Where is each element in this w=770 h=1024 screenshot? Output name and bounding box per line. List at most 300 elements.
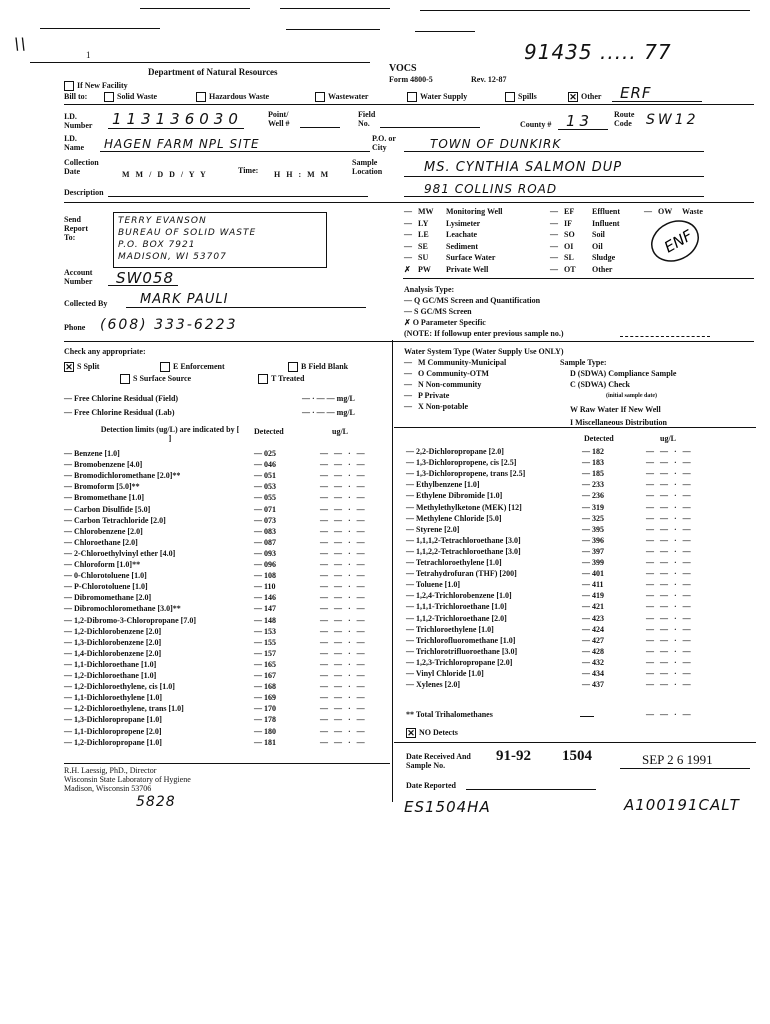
water-system-left-mark[interactable]: — — [404, 380, 412, 389]
sample-type-mark[interactable]: — — [550, 218, 558, 228]
compound-code[interactable]: — 401 — [582, 569, 604, 579]
compound-label: 1,1,2-Trichloroethane [2.0] — [416, 613, 507, 623]
received-date: SEP 2 6 1991 — [642, 752, 713, 767]
compound-code-value: 108 — [264, 571, 276, 581]
sample-type-label: Other — [592, 264, 613, 274]
chlorine-lab-value[interactable]: — · — — mg/L — [302, 408, 355, 417]
sample-type-label: Surface Water — [446, 253, 496, 262]
compound-label: Methylethylketone (MEK) [12] — [416, 502, 522, 512]
compound-value[interactable]: — — · — — [320, 671, 367, 680]
water-system-left-mark[interactable]: — — [404, 369, 412, 378]
compound-code-value: 146 — [264, 593, 276, 603]
compound-label: 1,1,1,2-Tetrachloroethane [3.0] — [416, 535, 521, 545]
compound-code[interactable]: — 423 — [582, 613, 604, 623]
compound-label: Ethylbenzene [1.0] — [416, 480, 480, 490]
description-label: Description — [64, 188, 104, 197]
phone-label: Phone — [64, 323, 86, 332]
compound-name: — Xylenes [2.0] — [406, 680, 460, 690]
collected-by-label: Collected By — [64, 299, 108, 308]
compound-value[interactable]: — — · — — [320, 693, 367, 703]
sample-type-code: MW — [418, 207, 434, 216]
compound-name: — Chloroethane [2.0] — [64, 537, 138, 547]
chlorine-lab: — Free Chlorine Residual (Lab) — [64, 408, 175, 417]
compound-code-value: 236 — [592, 491, 604, 501]
sample-type-label: Soil — [592, 230, 605, 239]
analysis-option-o[interactable]: ✗ O Parameter Specific — [404, 318, 486, 327]
compound-code-value: 169 — [264, 693, 276, 703]
compound-label: 1,3-Dichloropropane [1.0] — [74, 715, 162, 725]
compound-code[interactable]: — 181 — [254, 737, 276, 747]
sample-type-label: Waste — [682, 207, 703, 216]
no-detects[interactable]: ✕ NO Detects — [407, 728, 458, 739]
compound-code[interactable]: — 421 — [582, 602, 604, 612]
compound-name: — Dibromomethane [2.0] — [64, 593, 152, 603]
compound-name: — Dibromochloromethane [3.0]** — [64, 604, 181, 614]
compound-value[interactable]: — — · — — [320, 460, 367, 470]
compound-code-value: 183 — [592, 458, 604, 468]
compound-label: 1,1,2,2-Tetrachloroethane [3.0] — [416, 546, 521, 556]
compound-code[interactable]: — 169 — [254, 693, 276, 703]
water-system-right-option[interactable]: I Miscellaneous Distribution — [570, 418, 667, 427]
compound-code[interactable]: — 399 — [582, 558, 604, 567]
compound-code[interactable]: — 233 — [582, 480, 604, 490]
water-system-left-option: N Non-community — [418, 380, 482, 389]
compound-name: — Methylene Chloride [5.0] — [406, 513, 502, 523]
compound-code-value: 153 — [264, 626, 276, 636]
compound-code-value: 185 — [592, 469, 604, 479]
compound-code-value: 396 — [592, 535, 604, 545]
compound-name: — Tetrahydrofuran (THF) [200] — [406, 569, 517, 579]
compound-label: Dibromomethane [2.0] — [74, 593, 152, 603]
compound-name: — 1,2,3-Trichloropropane [2.0] — [406, 657, 513, 667]
compound-code[interactable]: — 180 — [254, 726, 276, 736]
compound-value[interactable]: — — · — — [320, 449, 367, 458]
compound-value[interactable]: — — · — — [320, 715, 367, 725]
compound-code-value: 325 — [592, 513, 604, 523]
compound-label: 1,2-Dichloroethylene, cis [1.0] — [74, 682, 175, 692]
compound-name: — 1,2-Dichloroethylene, trans [1.0] — [64, 704, 184, 714]
compound-name: — Methylethylketone (MEK) [12] — [406, 502, 522, 512]
sample-type-mark[interactable]: — — [550, 264, 558, 274]
compound-value[interactable]: — — · — — [646, 469, 693, 479]
compound-value[interactable]: — — · — — [320, 604, 367, 614]
compound-value[interactable]: — — · — — [320, 493, 367, 503]
compound-value[interactable]: — — · — — [320, 504, 367, 514]
po-city: TOWN OF DUNKIRK — [430, 137, 562, 151]
compound-label: 1,2-Dibromo-3-Chloropropane [7.0] — [74, 615, 196, 625]
sample-type-code: SL — [564, 253, 574, 262]
department-title: Department of Natural Resources — [148, 67, 278, 77]
compound-value[interactable]: — — · — — [320, 571, 367, 581]
county-value: 13 — [566, 112, 594, 130]
compound-code-value: 411 — [592, 580, 604, 590]
compound-label: 1,2,4-Trichlorobenzene [1.0] — [416, 591, 512, 601]
compound-label: Dibromochloromethane [3.0]** — [74, 604, 181, 614]
compound-label: Trichloroethylene [1.0] — [415, 624, 494, 634]
compound-value[interactable]: — — · — — [320, 648, 367, 658]
water-system-left-mark[interactable]: — — [404, 391, 412, 400]
compound-code-value: 428 — [592, 646, 604, 656]
compound-name: — Bromoform [5.0]** — [64, 482, 140, 492]
compound-value[interactable]: — — · — — [646, 591, 693, 601]
compound-code[interactable]: — 083 — [254, 526, 276, 536]
compound-name: — 1,2-Dichloroethane [1.0] — [64, 671, 157, 680]
compound-code[interactable]: — 046 — [254, 460, 276, 470]
ugl-header-left: ug/L — [332, 427, 349, 436]
compound-value[interactable]: — — · — — [646, 602, 693, 612]
compound-label: 1,3-Dichloropropene, cis [2.5] — [416, 458, 517, 468]
compound-label: Chlorobenzene [2.0] — [74, 526, 143, 536]
ugl-header-right: ug/L — [660, 434, 677, 443]
sample-type-mark[interactable]: — — [644, 207, 652, 216]
compound-value[interactable]: — — · — — [320, 659, 367, 669]
account-number: SW058 — [116, 269, 174, 287]
send-report-label: Send Report To: — [64, 215, 88, 242]
sample-type-code: OI — [564, 241, 574, 251]
sample-type-code: SE — [418, 241, 428, 251]
sample-type-mark[interactable]: — — [550, 207, 558, 216]
bill-other[interactable]: ✕ Other — [569, 92, 602, 103]
compound-name: — 1,2-Dichloropropane [1.0] — [64, 737, 162, 747]
director: R.H. Laessig, PhD., Director — [64, 766, 157, 775]
compound-label: Benzene [1.0] — [74, 449, 120, 458]
compound-code-value: 432 — [592, 657, 604, 667]
compound-code-value: 178 — [264, 715, 276, 725]
compound-code[interactable]: — 325 — [582, 513, 604, 523]
compound-name: — Trichloroethylene [1.0] — [406, 624, 494, 634]
compound-label: Trichlorotrifluoroethane [3.0] — [415, 646, 518, 656]
compound-name: — 1,1-Dichloroethane [1.0] — [64, 659, 157, 669]
send-report-line-4: MADISON, WI 53707 — [118, 252, 227, 262]
bill-solid-waste[interactable]: Solid Waste — [104, 92, 157, 102]
compound-value[interactable]: — — · — — [320, 560, 367, 569]
sample-type-mark[interactable]: — — [404, 230, 412, 239]
compound-value[interactable]: — — · — — [320, 515, 367, 525]
compound-code[interactable]: — 148 — [254, 615, 276, 625]
compound-code-value: 421 — [592, 602, 604, 612]
compound-value[interactable]: — — · — — [646, 524, 693, 534]
detected-header-left: Detected — [254, 427, 284, 436]
compound-value[interactable]: — — · — — [320, 704, 367, 714]
compound-code-value: 087 — [264, 537, 276, 547]
compound-label: Bromoform [5.0]** — [74, 482, 140, 492]
compound-label: 1,1-Dichloropropene [2.0] — [74, 726, 162, 736]
compound-name: — 1,4-Dichlorobenzene [2.0] — [64, 648, 162, 658]
sample-no: 91-92 — [496, 748, 531, 764]
check-enforcement[interactable]: E Enforcement — [160, 362, 225, 372]
compound-code-value: 165 — [264, 659, 276, 669]
analysis-option-q[interactable]: — Q GC/MS Screen and Quantification — [404, 296, 541, 305]
compound-value[interactable]: — — · — — [646, 546, 693, 556]
compound-label: 2-Chloroethylvinyl ether [4.0] — [74, 548, 176, 558]
compound-code[interactable]: — 093 — [254, 548, 276, 558]
sample-type-mark[interactable]: — — [550, 230, 558, 239]
compound-name: — 0-Chlorotoluene [1.0] — [64, 571, 147, 581]
lab-address: Madison, Wisconsin 53706 — [64, 784, 152, 793]
check-split[interactable]: ✕ S Split — [65, 362, 100, 373]
compound-label: Styrene [2.0] — [416, 524, 460, 534]
compound-code[interactable]: — 427 — [582, 635, 604, 645]
compound-code-value: 401 — [592, 569, 604, 579]
sample-location-label: Sample Location — [352, 158, 383, 176]
compound-value[interactable]: — — · — — [646, 480, 693, 490]
sample-type-label: Sediment — [446, 241, 478, 251]
compound-name: — 1,3-Dichloropropene, cis [2.5] — [406, 458, 517, 468]
sample-type-code: SO — [564, 230, 575, 239]
compound-value[interactable]: — — · — — [646, 491, 693, 501]
compound-code[interactable]: — 153 — [254, 626, 276, 636]
compound-name: — 2-Chloroethylvinyl ether [4.0] — [64, 548, 176, 558]
compound-code[interactable]: — 395 — [582, 524, 604, 534]
compound-code-value: 073 — [264, 515, 276, 525]
water-system-left-option: P Private — [418, 391, 450, 400]
sample-type-code: LE — [418, 230, 429, 239]
compound-name: — Trichlorotrifluoroethane [3.0] — [406, 646, 518, 656]
compound-code[interactable]: — 183 — [582, 458, 604, 468]
field-no-label: Field No. — [358, 110, 376, 128]
bill-water-supply[interactable]: Water Supply — [407, 92, 467, 102]
compound-code[interactable]: — 167 — [254, 671, 276, 680]
enf-stamp-text: ENF — [661, 226, 696, 257]
compound-label: 1,1-Dichloroethylene [1.0] — [74, 693, 163, 703]
compound-code[interactable]: — 185 — [582, 469, 604, 479]
compound-code[interactable]: — 096 — [254, 560, 276, 569]
compound-value[interactable]: — — · — — [646, 613, 693, 623]
compound-code-value: 437 — [592, 680, 604, 690]
compound-label: 1,2-Dichlorobenzene [2.0] — [74, 626, 162, 636]
water-system-right-option[interactable]: D (SDWA) Compliance Sample — [570, 369, 677, 378]
compound-code[interactable]: — 055 — [254, 493, 276, 503]
water-system-left-mark[interactable]: — — [404, 402, 412, 411]
compound-value[interactable]: — — · — — [320, 482, 367, 492]
compound-name: — Styrene [2.0] — [406, 524, 460, 534]
compound-code[interactable]: — 434 — [582, 669, 604, 678]
lab-number: 91435 ..... 77 — [524, 40, 672, 64]
compound-code-value: 170 — [264, 704, 276, 714]
sample-type-label: Oil — [592, 241, 603, 251]
water-sample-type-title: Sample Type: — [560, 358, 607, 367]
bill-other-value: ERF — [620, 84, 652, 102]
compound-value[interactable]: — — · — — [320, 471, 367, 481]
compound-code[interactable]: — 165 — [254, 659, 276, 669]
bill-wastewater[interactable]: Wastewater — [315, 92, 368, 102]
sample-type-code: SU — [418, 253, 429, 262]
compound-label: P-Chlorotoluene [1.0] — [74, 582, 148, 592]
compound-value[interactable]: — — · — — [646, 513, 693, 523]
water-system-left-option: M Community-Municipal — [418, 358, 507, 367]
compound-name: — 1,1,2,2-Tetrachloroethane [3.0] — [406, 546, 521, 556]
compound-code-value: 053 — [264, 482, 276, 492]
sample-type-label: Influent — [592, 218, 620, 228]
check-surface-source[interactable]: S Surface Source — [120, 374, 191, 384]
compound-value[interactable]: — — · — — [646, 635, 693, 645]
sample-type-mark[interactable]: — — [550, 241, 558, 251]
compound-value[interactable]: — — · — — [320, 737, 367, 747]
compound-label: Bromomethane [1.0] — [74, 493, 145, 503]
revision: Rev. 12-87 — [471, 75, 507, 84]
compound-value[interactable]: — — · — — [646, 669, 693, 678]
sample-type-label: Effluent — [592, 207, 620, 216]
compound-code-value: 167 — [264, 671, 276, 680]
compound-value[interactable]: — — · — — [320, 582, 367, 592]
compound-code[interactable]: — 108 — [254, 571, 276, 581]
bill-hazardous-waste[interactable]: Hazardous Waste — [196, 92, 269, 102]
sample-type-mark[interactable]: — — [404, 207, 412, 216]
compound-name: — Chlorobenzene [2.0] — [64, 526, 143, 536]
compound-value[interactable]: — — · — — [320, 626, 367, 636]
compound-value[interactable]: — — · — — [646, 646, 693, 656]
sample-type-label: Monitoring Well — [446, 207, 503, 216]
compound-label: Toluene [1.0] — [415, 580, 461, 590]
bill-to-label: Bill to: — [64, 92, 88, 101]
compound-value[interactable]: — — · — — [646, 569, 693, 579]
sample-type-label: Sludge — [592, 253, 616, 262]
compound-code[interactable]: — 236 — [582, 491, 604, 501]
compound-code[interactable]: — 025 — [254, 449, 276, 458]
compound-code-value: 395 — [592, 524, 604, 534]
compound-name: — 1,1,2-Trichloroethane [2.0] — [406, 613, 507, 623]
compound-name: — 1,2-Dichlorobenzene [2.0] — [64, 626, 162, 636]
compound-label: Chloroethane [2.0] — [74, 537, 138, 547]
compound-value[interactable]: — — · — — [320, 526, 367, 536]
compound-name: — 1,3-Dichloropropane [1.0] — [64, 715, 162, 725]
send-report-line-1: TERRY EVANSON — [118, 216, 207, 226]
bottom-right-mark: A100191CALT — [624, 796, 740, 814]
compound-code[interactable]: — 110 — [254, 582, 276, 592]
compound-value[interactable]: — — · — — [646, 580, 693, 590]
water-system-left-mark[interactable]: — — [404, 358, 412, 367]
compound-value[interactable]: — — · — — [320, 548, 367, 558]
compound-code[interactable]: — 087 — [254, 537, 276, 547]
compound-code[interactable]: — 432 — [582, 657, 604, 667]
collection-date-mask: M M / D D / Y Y — [122, 170, 208, 179]
sample-type-mark[interactable]: — — [404, 253, 412, 262]
compound-code-value: 093 — [264, 548, 276, 558]
compound-code[interactable]: — 053 — [254, 482, 276, 492]
compound-code[interactable]: — 073 — [254, 515, 276, 525]
compound-label: Tetrachloroethylene [1.0] — [415, 558, 502, 567]
compound-label: 1,2-Dichloropropane [1.0] — [74, 737, 162, 747]
compound-value[interactable]: — — · — — [320, 593, 367, 603]
detection-header: Detection limits (ug/L) are indicated by [ ] — [100, 425, 240, 443]
compound-code-value: 434 — [592, 669, 604, 678]
compound-label: Tetrahydrofuran (THF) [200] — [415, 569, 517, 579]
compound-code[interactable]: — 155 — [254, 637, 276, 647]
compound-code-value: 071 — [264, 504, 276, 514]
chlorine-field-value[interactable]: — · — — mg/L — [302, 394, 355, 403]
water-system-left-option: O Community-OTM — [418, 369, 489, 378]
form-number: Form 4800-5 — [389, 75, 433, 84]
compound-label: Carbon Disulfide [5.0] — [74, 504, 151, 514]
sample-type-mark[interactable]: — — [404, 218, 412, 228]
sample-type-label: Leachate — [446, 230, 478, 239]
compound-value[interactable]: — — · — — [646, 535, 693, 545]
compound-value[interactable]: — — · — — [320, 726, 367, 736]
compound-code[interactable]: — 397 — [582, 546, 604, 556]
compound-code[interactable]: — 178 — [254, 715, 276, 725]
compound-name: — Trichlorofluoromethane [1.0] — [406, 635, 516, 645]
water-system-right-option[interactable]: W Raw Water If New Well — [570, 405, 661, 414]
compound-value[interactable]: — — · — — [646, 624, 693, 634]
compound-value[interactable]: — — · — — [320, 637, 367, 647]
compound-value[interactable]: — — · — — [320, 682, 367, 692]
compound-code[interactable]: — 419 — [582, 591, 604, 601]
compound-label: Xylenes [2.0] — [416, 680, 460, 690]
sample-type-label: Lysimeter — [446, 218, 481, 228]
compound-value[interactable]: — — · — — [646, 558, 693, 567]
compound-code[interactable]: — 319 — [582, 502, 604, 512]
compound-code[interactable]: — 428 — [582, 646, 604, 656]
compound-code[interactable]: — 071 — [254, 504, 276, 514]
compound-value[interactable]: — — · — — [646, 657, 693, 667]
compound-code[interactable]: — 396 — [582, 535, 604, 545]
compound-code[interactable]: — 437 — [582, 680, 604, 690]
bottom-mid-mark: ES1504HA — [404, 798, 491, 816]
water-system-right-option[interactable]: C (SDWA) Check — [570, 380, 630, 389]
compound-code-value: 055 — [264, 493, 276, 503]
compound-label: Trichlorofluoromethane [1.0] — [415, 635, 516, 645]
compound-code-value: 083 — [264, 526, 276, 536]
compound-code[interactable]: — 170 — [254, 704, 276, 714]
sample-type-code: IF — [564, 218, 572, 228]
compound-value[interactable]: — — · — — [320, 615, 367, 625]
sample-type-code: OT — [564, 264, 576, 274]
compound-code[interactable]: — 411 — [582, 580, 604, 590]
sample-type-mark[interactable]: ✗ — [404, 264, 411, 274]
compound-name: — Carbon Tetrachloride [2.0] — [64, 515, 166, 525]
compound-code[interactable]: — 157 — [254, 648, 276, 658]
compound-code-value: 424 — [592, 624, 604, 634]
total-thm: ** Total Trihalomethanes — [406, 710, 493, 719]
compound-code-value: 399 — [592, 558, 604, 567]
compound-code[interactable]: — 146 — [254, 593, 276, 603]
po-city-label: P.O. or City — [372, 134, 396, 152]
compound-label: Bromobenzene [4.0] — [74, 460, 143, 470]
compound-name: — 1,3-Dichloropropene, trans [2.5] — [406, 469, 526, 479]
sample-type-code: LY — [418, 218, 429, 228]
total-thm-value[interactable]: — — · — — [646, 710, 693, 719]
sample-type-mark[interactable]: — — [550, 253, 558, 262]
compound-code[interactable]: — 147 — [254, 604, 276, 614]
compound-code[interactable]: — 168 — [254, 682, 276, 692]
analysis-option-s[interactable]: — S GC/MS Screen — [404, 307, 472, 316]
compound-value[interactable]: — — · — — [646, 458, 693, 468]
compound-code-value: 419 — [592, 591, 604, 601]
compound-code[interactable]: — 424 — [582, 624, 604, 634]
compound-value[interactable]: — — · — — [320, 537, 367, 547]
compound-label: 0-Chlorotoluene [1.0] — [74, 571, 147, 581]
compound-label: Chloroform [1.0]** — [74, 560, 141, 569]
compound-code-value: 025 — [264, 449, 276, 458]
compound-name: — Bromobenzene [4.0] — [64, 460, 143, 470]
id-number: 113136030 — [112, 110, 243, 128]
compound-label: Bromodichloromethane [2.0]** — [74, 471, 181, 481]
compound-value[interactable]: — — · — — [646, 502, 693, 512]
new-facility-checkbox[interactable] — [64, 81, 74, 91]
compound-value[interactable]: — — · — — [646, 680, 693, 690]
check-treated[interactable]: T Treated — [258, 374, 304, 384]
sample-type-mark[interactable]: — — [404, 241, 412, 251]
compound-name: — 1,2-Dibromo-3-Chloropropane [7.0] — [64, 615, 196, 625]
compound-value[interactable]: — — · — — [646, 447, 693, 456]
compound-code[interactable]: — 051 — [254, 471, 276, 481]
check-field-blank[interactable]: B Field Blank — [288, 362, 348, 372]
send-report-line-3: P.O. BOX 7921 — [118, 240, 196, 250]
compound-code[interactable]: — 182 — [582, 447, 604, 456]
compound-name: — 1,1,1-Trichloroethane [1.0] — [406, 602, 507, 612]
sample-no-2: 1504 — [562, 748, 592, 764]
bill-spills[interactable]: Spills — [505, 92, 537, 102]
